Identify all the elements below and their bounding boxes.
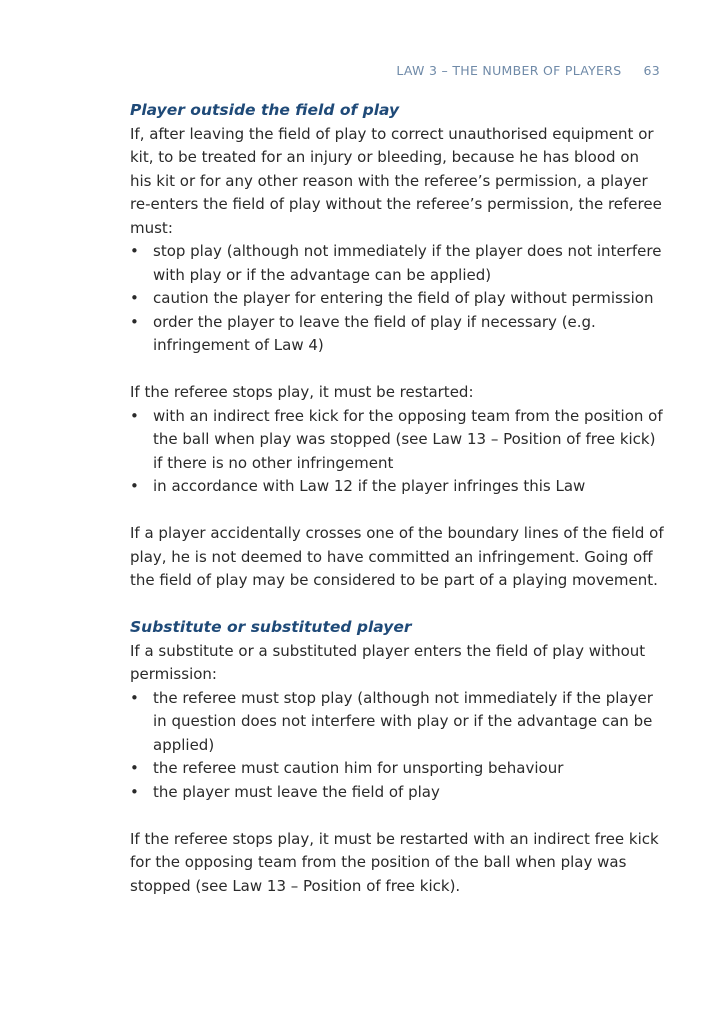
section2-restart-paragraph: If the referee stops play, it must be restarted with an indirect free kick for the opposing team from the position of the ball when play was stopped (see Law 13 – Position of free kick). bbox=[130, 829, 659, 895]
running-title: LAW 3 – THE NUMBER OF PLAYERS bbox=[396, 63, 622, 78]
page-number: 63 bbox=[643, 63, 660, 78]
section1-boundary-paragraph: If a player accidentally crosses one of the boundary lines of the field of play, he is not deemed to have committed an infringement. Going off the field of play may be considered to be part of a playing movement. bbox=[130, 524, 664, 589]
section1-bullet-list bbox=[130, 240, 665, 358]
section2-bullet-list bbox=[130, 687, 665, 805]
section1-restart-intro: If the referee stops play, it must be restarted: bbox=[130, 383, 474, 401]
running-header bbox=[396, 63, 660, 78]
list-item: • stop play (although not immediately if the player does not interfere with play or if the advantage can be applied) bbox=[130, 240, 665, 287]
section-heading-player-outside: Player outside the field of play bbox=[130, 101, 400, 119]
page-body bbox=[130, 99, 665, 898]
list-item: • the referee must caution him for unsporting behaviour bbox=[130, 757, 665, 781]
section1-intro: If, after leaving the field of play to correct unauthorised equipment or kit, to be treated for an injury or bleeding, because he has blood on his kit or for any other reason with the referee’s permission, a player re-enters the field of play without the referee’s permission, the referee must: bbox=[130, 124, 662, 237]
list-item: • the referee must stop play (although not immediately if the player in question does not interfere with play or if the advantage can be applied) bbox=[130, 687, 665, 758]
list-item: • caution the player for entering the field of play without permission bbox=[130, 287, 665, 311]
list-item: • the player must leave the field of play bbox=[130, 781, 665, 805]
list-item: • order the player to leave the field of play if necessary (e.g. infringement of Law 4) bbox=[130, 311, 665, 358]
list-item: • with an indirect free kick for the opposing team from the position of the ball when play was stopped (see Law 13 – Position of free kick) if there is no other infringement bbox=[130, 405, 665, 476]
section2-intro: If a substitute or a substituted player enters the field of play without permission: bbox=[130, 641, 646, 683]
section1-restart-list bbox=[130, 405, 665, 499]
section-heading-substitute: Substitute or substituted player bbox=[130, 618, 412, 636]
list-item: • in accordance with Law 12 if the player infringes this Law bbox=[130, 475, 665, 499]
